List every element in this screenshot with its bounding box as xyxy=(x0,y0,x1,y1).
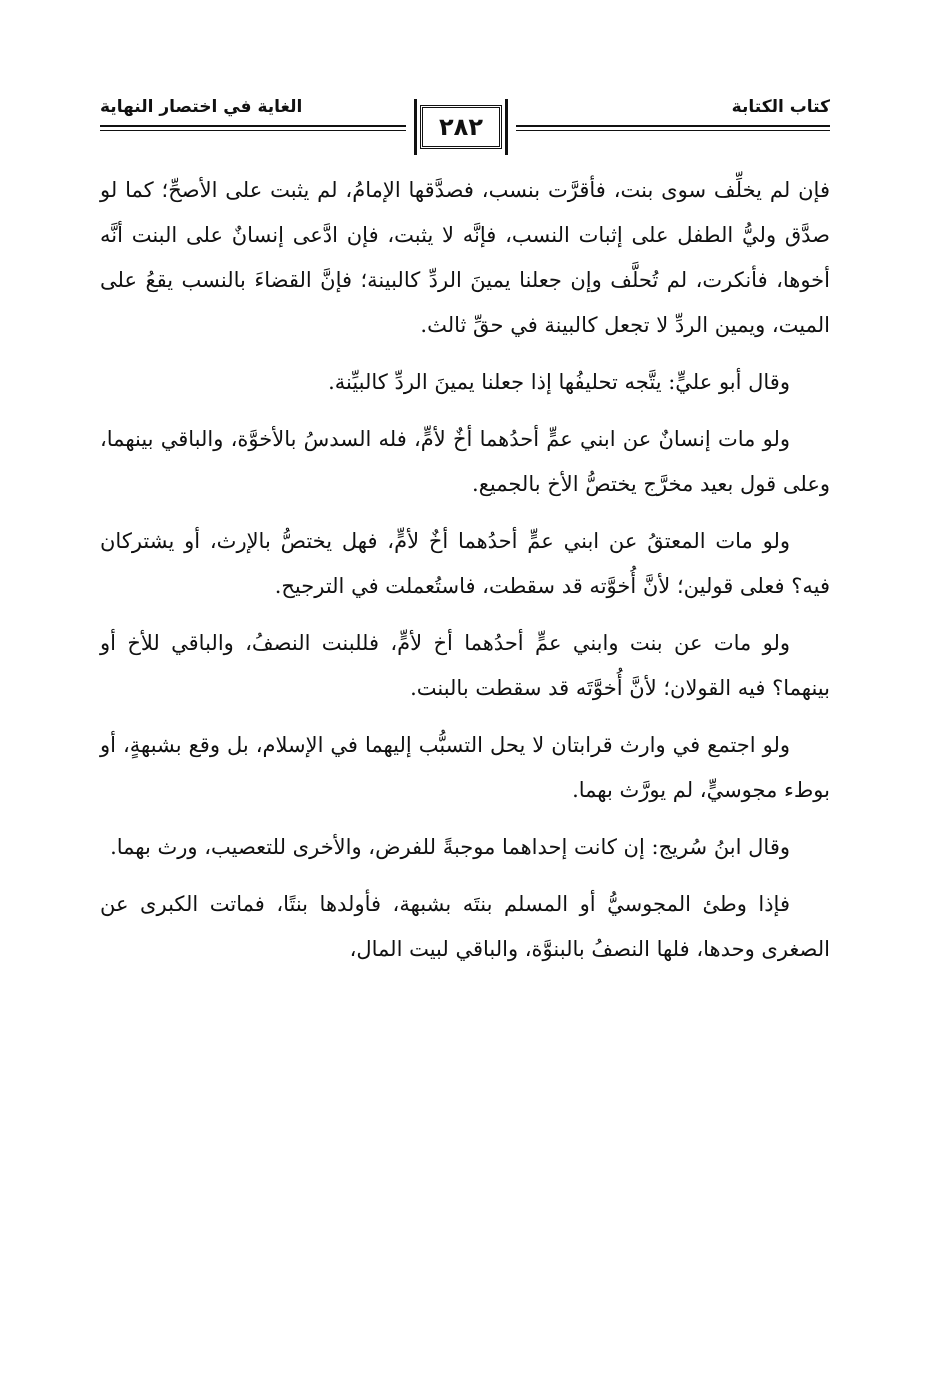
paragraph-3: ولو مات إنسانٌ عن ابني عمٍّ أحدُهما أخٌ لأمٍّ، فله السدسُ بالأخوَّة، والباقي بينهما، وعلى قول بعيد مخرَّج يختصُّ الأخ بالجميع. xyxy=(100,427,830,496)
header-rule-right-thick xyxy=(516,125,830,127)
page-number: ٢٨٢ xyxy=(439,113,483,141)
section-title: كتاب الكتابة xyxy=(731,97,830,117)
paragraph-7: وقال ابنُ سُريج: إن كانت إحداهما موجبةً للفرض، والأخرى للتعصيب، ورث بهما. xyxy=(110,835,790,859)
page-number-box xyxy=(420,105,502,149)
book-title: الغاية في اختصار النهاية xyxy=(100,97,303,117)
paragraph-1: فإن لم يخلِّف سوى بنت، فأقرَّت بنسب، فصدَّقها الإمامُ، لم يثبت على الأصحِّ؛ كما لو صدَّق وليُّ الطفل على إثبات النسب، فإنَّه لا يثبت، فإن ادَّعى إنسانٌ على البنت أنَّه أخوها، فأنكرت، لم تُحلَّف وإن جعلنا يمينَ الردِّ كالبينة؛ فإنَّ القضاءَ بالنسب يقعُ على الميت، ويمين الردِّ لا تجعل كالبينة في حقِّ ثالث. xyxy=(100,178,830,337)
header-rule-left-thick xyxy=(100,125,406,127)
paragraph-4: ولو مات المعتقُ عن ابني عمٍّ أحدُهما أخٌ لأمٍّ، فهل يختصُّ بالإرث، أو يشتركان فيه؟ فعلى قولين؛ لأنَّ أُخوَّته قد سقطت، فاستُعملت في الترجيح. xyxy=(100,529,830,598)
header-rule-right-thin xyxy=(516,130,830,131)
paragraph-8: فإذا وطئ المجوسيُّ أو المسلم بنتَه بشبهة، فأولدها بنتًا، فماتت الكبرى عن الصغرى وحدها، فلها النصفُ بالبنوَّة، والباقي لبيت المال، xyxy=(100,892,830,961)
header-rule-left-thin xyxy=(100,130,406,131)
paragraph-5: ولو مات عن بنت وابني عمٍّ أحدُهما أخ لأمٍّ، فللبنت النصفُ، والباقي للأخ أو بينهما؟ فيه القولان؛ لأنَّ أُخوَّتَه قد سقطت بالبنت. xyxy=(100,631,830,700)
paragraph-2: وقال أبو عليٍّ: يتَّجه تحليفُها إذا جعلنا يمينَ الردِّ كالبيِّنة. xyxy=(328,370,790,394)
running-header xyxy=(100,95,830,157)
paragraph-6: ولو اجتمع في وارث قرابتان لا يحل التسبُّب إليهما في الإسلام، بل وقع بشبهةٍ، أو بوطء مجوسيٍّ، لم يورَّث بهما. xyxy=(100,733,830,802)
main-text xyxy=(100,168,830,984)
